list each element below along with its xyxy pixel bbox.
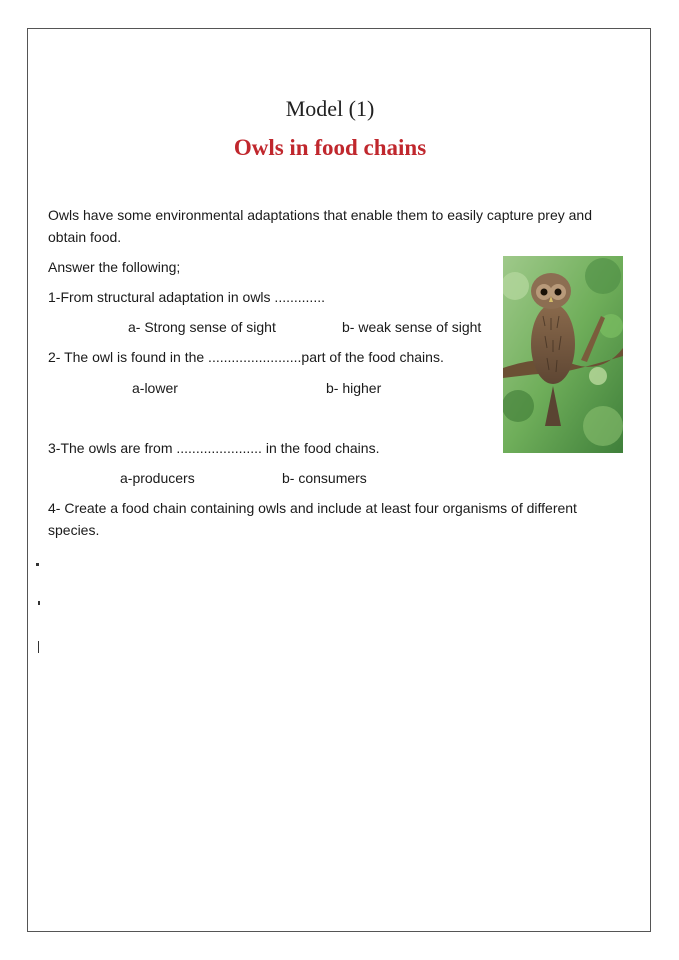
speck xyxy=(38,601,40,605)
instruction: Answer the following; xyxy=(48,259,181,275)
speck xyxy=(38,641,39,653)
question-1-option-b: b- weak sense of sight xyxy=(342,319,482,335)
question-1: 1-From structural adaptation in owls ............. xyxy=(48,289,325,305)
question-3-option-b: b- consumers xyxy=(282,470,367,486)
owl-photo xyxy=(503,256,623,453)
question-3-option-a: a-producers xyxy=(120,470,195,486)
question-2-option-b: b- higher xyxy=(326,380,382,396)
intro-paragraph: Owls have some environmental adaptations that enable them to easily capture prey and obtain food. xyxy=(48,207,592,245)
question-4: 4- Create a food chain containing owls and include at least four organisms of different species. xyxy=(48,500,577,538)
question-2-option-a: a-lower xyxy=(132,380,178,396)
speck xyxy=(36,563,39,566)
model-title: Model (1) xyxy=(285,96,375,121)
question-3: 3-The owls are from ...................... in the food chains. xyxy=(48,440,380,456)
question-1-option-a: a- Strong sense of sight xyxy=(128,319,276,335)
page-title: Owls in food chains xyxy=(233,135,427,160)
question-2: 2- The owl is found in the ........................part of the food chains. xyxy=(48,349,444,365)
